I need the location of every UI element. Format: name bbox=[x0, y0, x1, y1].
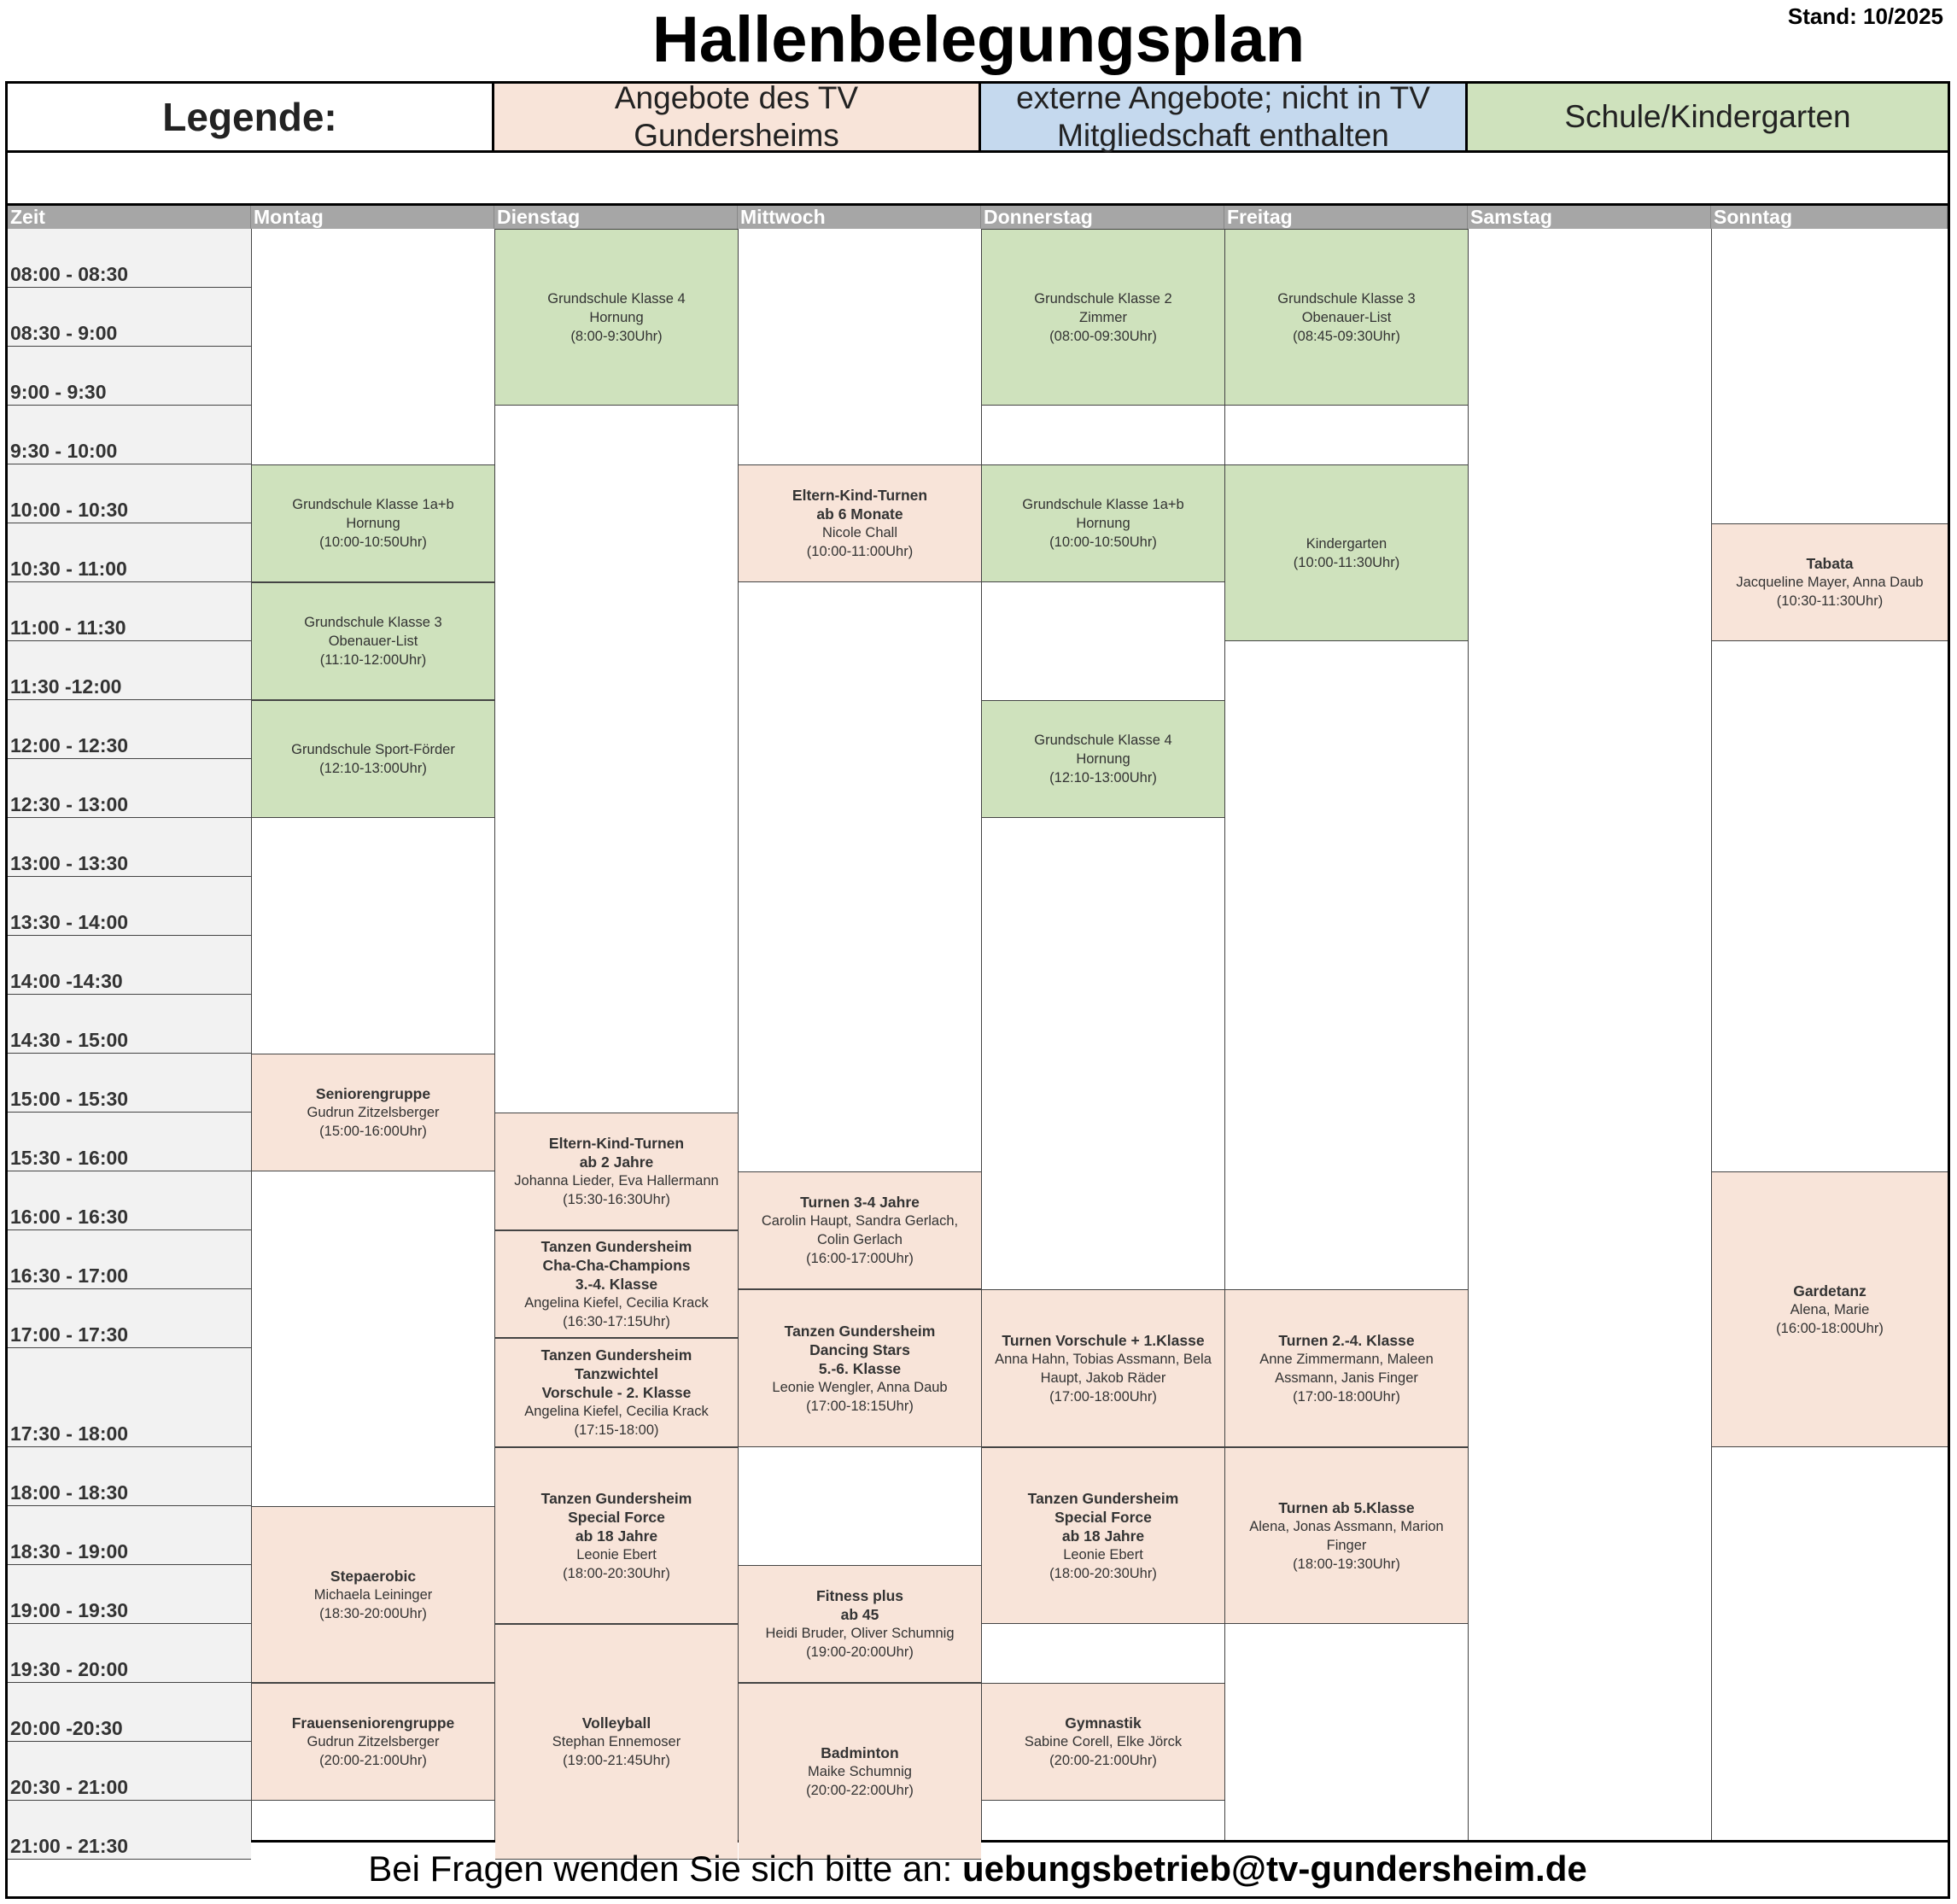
day-column-sonntag bbox=[1711, 229, 1948, 1840]
schedule-entry[interactable] bbox=[252, 1683, 494, 1801]
footer-text: Bei Fragen wenden Sie sich bitte an: bbox=[368, 1849, 963, 1889]
time-slot-label: 13:00 - 13:30 bbox=[8, 818, 251, 877]
schedule-entry[interactable] bbox=[252, 464, 494, 582]
entry-title: Gymnastik bbox=[1065, 1714, 1142, 1732]
schedule-entry[interactable] bbox=[739, 1171, 981, 1289]
entry-detail: (20:00-22:00Uhr) bbox=[806, 1782, 914, 1798]
contact-email[interactable]: uebungsbetrieb@tv-gundersheim.de bbox=[962, 1849, 1587, 1889]
entry-title: Gardetanz bbox=[1793, 1282, 1866, 1300]
entry-detail: Gudrun Zitzelsberger bbox=[307, 1105, 440, 1120]
entry-detail: Finger bbox=[1326, 1537, 1367, 1553]
entry-detail: Tanzwichtel bbox=[575, 1365, 658, 1383]
entry-detail: Anne Zimmermann, Maleen bbox=[1259, 1351, 1434, 1367]
schedule-entry[interactable] bbox=[1712, 1171, 1948, 1447]
column-header-mittwoch: Mittwoch bbox=[738, 206, 981, 229]
column-header-freitag: Freitag bbox=[1224, 206, 1468, 229]
entry-title: Grundschule Klasse 4 bbox=[1034, 733, 1172, 748]
day-column-samstag bbox=[1468, 229, 1711, 1840]
time-slot-label: 14:30 - 15:00 bbox=[8, 995, 251, 1054]
legend-item-school-line-1: Schule/Kindergarten bbox=[1564, 99, 1851, 134]
entry-title: Grundschule Klasse 2 bbox=[1034, 290, 1172, 307]
entry-title: Grundschule Klasse 4 bbox=[547, 290, 686, 307]
time-slot-label: 10:00 - 10:30 bbox=[8, 464, 251, 523]
entry-detail: (15:30-16:30Uhr) bbox=[563, 1192, 670, 1207]
entry-title: Grundschule Klasse 1a+b bbox=[292, 497, 454, 512]
entry-detail: Gudrun Zitzelsberger bbox=[307, 1734, 440, 1749]
entry-detail: (16:00-17:00Uhr) bbox=[806, 1251, 914, 1266]
time-slot-label: 18:00 - 18:30 bbox=[8, 1447, 251, 1506]
schedule-entry[interactable] bbox=[252, 582, 494, 700]
legend-item-tv bbox=[494, 80, 981, 153]
column-header-montag: Montag bbox=[251, 206, 494, 229]
entry-detail: Hornung bbox=[589, 309, 644, 325]
schedule-entry[interactable] bbox=[1225, 229, 1468, 406]
entry-detail: Obenauer-List bbox=[328, 634, 418, 649]
entry-detail: ab 18 Jahre bbox=[575, 1527, 658, 1545]
entry-detail: Sabine Corell, Elke Jörck bbox=[1024, 1734, 1183, 1749]
entry-title: Turnen 3-4 Jahre bbox=[800, 1194, 920, 1211]
entry-detail: Dancing Stars bbox=[809, 1340, 910, 1358]
time-slot-label: 19:30 - 20:00 bbox=[8, 1624, 251, 1683]
entry-title: Grundschule Klasse 1a+b bbox=[1022, 497, 1184, 512]
entry-detail: ab 45 bbox=[840, 1606, 879, 1623]
entry-title: Badminton bbox=[821, 1743, 899, 1761]
entry-detail: Special Force bbox=[568, 1508, 665, 1526]
entry-title: Tanzen Gundersheim bbox=[540, 1238, 692, 1256]
entry-detail: (08:00-09:30Uhr) bbox=[1049, 328, 1157, 344]
entry-detail: (18:00-19:30Uhr) bbox=[1293, 1556, 1400, 1572]
time-slot-label: 9:00 - 9:30 bbox=[8, 347, 251, 406]
entry-title: Grundschule Sport-Förder bbox=[291, 742, 455, 757]
schedule-entry[interactable] bbox=[495, 1624, 738, 1860]
entry-detail: Nicole Chall bbox=[821, 525, 898, 540]
entry-title: Turnen Vorschule + 1.Klasse bbox=[1002, 1331, 1205, 1349]
entry-title: Stepaerobic bbox=[330, 1567, 417, 1585]
entry-detail: (18:30-20:00Uhr) bbox=[319, 1605, 427, 1621]
entry-detail: (18:00-20:30Uhr) bbox=[1049, 1565, 1157, 1581]
schedule-entry[interactable] bbox=[495, 1113, 738, 1230]
spacer-row bbox=[5, 153, 1950, 204]
time-slot-label: 10:30 - 11:00 bbox=[8, 523, 251, 582]
entry-title: Eltern-Kind-Turnen bbox=[792, 487, 928, 504]
entry-title: Fitness plus bbox=[815, 1587, 904, 1604]
time-slot-label: 16:30 - 17:00 bbox=[8, 1230, 251, 1289]
entry-detail: Maike Schumnig bbox=[808, 1763, 912, 1779]
schedule-entry[interactable] bbox=[252, 700, 494, 818]
schedule-entry[interactable] bbox=[252, 1054, 494, 1171]
entry-detail: Angelina Kiefel, Cecilia Krack bbox=[524, 1295, 709, 1311]
time-slot-label: 9:30 - 10:00 bbox=[8, 406, 251, 464]
schedule-entry[interactable] bbox=[739, 464, 981, 582]
entry-detail: (18:00-20:30Uhr) bbox=[563, 1565, 670, 1581]
column-header-zeit: Zeit bbox=[8, 206, 251, 229]
legend-item-external-line-1: externe Angebote; nicht in TV bbox=[1016, 80, 1430, 115]
entry-detail: (10:00-11:30Uhr) bbox=[1293, 554, 1400, 570]
schedule-entry[interactable] bbox=[982, 700, 1224, 818]
entry-detail: Haupt, Jakob Räder bbox=[1040, 1370, 1166, 1386]
time-slot-label: 19:00 - 19:30 bbox=[8, 1565, 251, 1624]
schedule-entry[interactable] bbox=[1225, 1447, 1468, 1624]
entry-detail: Jacqueline Mayer, Anna Daub bbox=[1736, 575, 1924, 590]
schedule-entry[interactable] bbox=[1712, 523, 1948, 641]
entry-title: Frauenseniorengruppe bbox=[291, 1714, 455, 1732]
entry-detail: Vorschule - 2. Klasse bbox=[541, 1384, 692, 1402]
entry-title: Kindergarten bbox=[1306, 535, 1387, 552]
time-slot-label: 15:00 - 15:30 bbox=[8, 1054, 251, 1113]
column-header-sonntag: Sonntag bbox=[1711, 206, 1948, 229]
entry-detail: Zimmer bbox=[1079, 309, 1127, 325]
entry-title: Tanzen Gundersheim bbox=[1027, 1489, 1179, 1507]
entry-title: Seniorengruppe bbox=[315, 1085, 431, 1102]
entry-title: Tanzen Gundersheim bbox=[540, 1489, 692, 1507]
entry-detail: Special Force bbox=[1054, 1508, 1152, 1526]
entry-detail: Stephan Ennemoser bbox=[552, 1734, 681, 1749]
entry-detail: (16:30-17:15Uhr) bbox=[563, 1314, 670, 1330]
time-slot-label: 11:00 - 11:30 bbox=[8, 582, 251, 641]
schedule-entry[interactable] bbox=[982, 1683, 1224, 1801]
entry-title: Grundschule Klasse 3 bbox=[304, 615, 442, 630]
entry-detail: (17:00-18:00Uhr) bbox=[1293, 1388, 1400, 1405]
time-slot-label: 15:30 - 16:00 bbox=[8, 1113, 251, 1171]
schedule-entry[interactable] bbox=[739, 1289, 981, 1447]
entry-title: Tabata bbox=[1806, 555, 1854, 572]
entry-detail: ab 18 Jahre bbox=[1061, 1527, 1145, 1545]
footer bbox=[5, 1843, 1950, 1899]
entry-detail: (12:10-13:00Uhr) bbox=[1049, 770, 1157, 786]
time-slot-label: 13:30 - 14:00 bbox=[8, 877, 251, 936]
entry-detail: (10:30-11:30Uhr) bbox=[1776, 593, 1884, 609]
entry-detail: Leonie Ebert bbox=[1063, 1546, 1143, 1562]
entry-detail: (16:00-18:00Uhr) bbox=[1776, 1320, 1884, 1336]
schedule-grid bbox=[5, 203, 1950, 1857]
schedule-entry[interactable] bbox=[982, 1447, 1224, 1624]
time-slot-label: 17:30 - 18:00 bbox=[8, 1348, 251, 1447]
entry-detail: ab 2 Jahre bbox=[579, 1153, 654, 1171]
schedule-entry[interactable] bbox=[739, 1565, 981, 1683]
entry-detail: ab 6 Monate bbox=[816, 505, 903, 523]
entry-detail: (10:00-10:50Uhr) bbox=[1049, 534, 1157, 550]
entry-title: Tanzen Gundersheim bbox=[540, 1346, 692, 1364]
entry-detail: 5.-6. Klasse bbox=[818, 1359, 902, 1377]
time-slot-label: 20:30 - 21:00 bbox=[8, 1742, 251, 1801]
entry-detail: Alena, Jonas Assmann, Marion bbox=[1249, 1518, 1444, 1534]
time-slot-label: 18:30 - 19:00 bbox=[8, 1506, 251, 1565]
schedule-entry[interactable] bbox=[1225, 464, 1468, 641]
entry-detail: Hornung bbox=[1076, 751, 1130, 767]
entry-title: Tanzen Gundersheim bbox=[784, 1322, 936, 1340]
entry-detail: (17:15-18:00) bbox=[574, 1422, 659, 1439]
entry-detail: (17:00-18:15Uhr) bbox=[806, 1398, 914, 1414]
time-slot-label: 20:00 -20:30 bbox=[8, 1683, 251, 1742]
legend bbox=[5, 81, 1950, 153]
time-slot-label: 16:00 - 16:30 bbox=[8, 1171, 251, 1230]
entry-title: Eltern-Kind-Turnen bbox=[548, 1135, 685, 1152]
time-slot-label: 14:00 -14:30 bbox=[8, 936, 251, 995]
entry-detail: (19:00-20:00Uhr) bbox=[806, 1644, 914, 1660]
legend-item-external bbox=[981, 80, 1468, 153]
time-slot-label: 21:00 - 21:30 bbox=[8, 1801, 251, 1860]
entry-detail: Heidi Bruder, Oliver Schumnig bbox=[765, 1626, 955, 1641]
schedule-entry[interactable] bbox=[739, 1683, 981, 1860]
page-title: Hallenbelegungsplan bbox=[651, 3, 1306, 76]
entry-detail: Colin Gerlach bbox=[817, 1232, 903, 1247]
entry-detail: (8:00-9:30Uhr) bbox=[570, 328, 663, 344]
schedule-entry[interactable] bbox=[982, 464, 1224, 582]
entry-detail: Obenauer-List bbox=[1301, 309, 1392, 325]
legend-item-tv-line-2: Gundersheims bbox=[634, 118, 839, 153]
entry-detail: (10:00-11:00Uhr) bbox=[806, 544, 914, 559]
column-header-dienstag: Dienstag bbox=[494, 206, 738, 229]
entry-detail: (08:45-09:30Uhr) bbox=[1293, 328, 1400, 344]
entry-detail: Carolin Haupt, Sandra Gerlach, bbox=[761, 1213, 959, 1229]
legend-title: Legende: bbox=[8, 84, 494, 150]
entry-detail: Assmann, Janis Finger bbox=[1275, 1370, 1418, 1386]
entry-detail: Hornung bbox=[346, 516, 400, 531]
time-slot-label: 11:30 -12:00 bbox=[8, 641, 251, 700]
entry-detail: (20:00-21:00Uhr) bbox=[1049, 1753, 1157, 1768]
schedule-entry[interactable] bbox=[982, 229, 1224, 406]
entry-detail: (10:00-10:50Uhr) bbox=[319, 534, 427, 550]
entry-detail: (15:00-16:00Uhr) bbox=[319, 1124, 427, 1139]
entry-detail: Hornung bbox=[1076, 516, 1130, 531]
entry-detail: Alena, Marie bbox=[1790, 1301, 1870, 1317]
time-slot-label: 08:00 - 08:30 bbox=[8, 229, 251, 288]
entry-detail: Anna Hahn, Tobias Assmann, Bela bbox=[995, 1351, 1212, 1367]
entry-detail: Cha-Cha-Champions bbox=[542, 1257, 691, 1275]
column-header-donnerstag: Donnerstag bbox=[981, 206, 1224, 229]
entry-detail: 3.-4. Klasse bbox=[575, 1276, 658, 1294]
entry-title: Turnen 2.-4. Klasse bbox=[1278, 1331, 1415, 1349]
legend-item-school bbox=[1468, 84, 1948, 150]
schedule-entry[interactable] bbox=[495, 229, 738, 406]
schedule-entry[interactable] bbox=[1225, 1289, 1468, 1447]
entry-detail: (19:00-21:45Uhr) bbox=[563, 1753, 670, 1768]
entry-detail: (12:10-13:00Uhr) bbox=[319, 761, 427, 776]
legend-item-external-line-2: Mitgliedschaft enthalten bbox=[1057, 118, 1389, 153]
stand-date: Stand: 10/2025 bbox=[1787, 3, 1943, 29]
entry-title: Turnen ab 5.Klasse bbox=[1278, 1498, 1415, 1516]
entry-title: Volleyball bbox=[581, 1714, 651, 1732]
time-slot-label: 12:00 - 12:30 bbox=[8, 700, 251, 759]
column-header-samstag: Samstag bbox=[1468, 206, 1711, 229]
entry-detail: (17:00-18:00Uhr) bbox=[1049, 1388, 1157, 1405]
entry-detail: Johanna Lieder, Eva Hallermann bbox=[514, 1173, 719, 1189]
entry-detail: Angelina Kiefel, Cecilia Krack bbox=[524, 1404, 709, 1420]
entry-detail: Michaela Leininger bbox=[313, 1586, 433, 1603]
time-slot-label: 17:00 - 17:30 bbox=[8, 1289, 251, 1348]
schedule-entry[interactable] bbox=[495, 1230, 738, 1338]
entry-detail: Leonie Ebert bbox=[576, 1546, 657, 1562]
schedule-entry[interactable] bbox=[252, 1506, 494, 1683]
schedule-entry[interactable] bbox=[495, 1338, 738, 1447]
entry-detail: (20:00-21:00Uhr) bbox=[319, 1753, 427, 1768]
entry-detail: (11:10-12:00Uhr) bbox=[319, 652, 427, 668]
time-slot-label: 12:30 - 13:00 bbox=[8, 759, 251, 818]
schedule-entry[interactable] bbox=[982, 1289, 1224, 1447]
time-slot-label: 08:30 - 9:00 bbox=[8, 288, 251, 347]
schedule-entry[interactable] bbox=[495, 1447, 738, 1624]
entry-detail: Leonie Wengler, Anna Daub bbox=[772, 1379, 948, 1395]
entry-title: Grundschule Klasse 3 bbox=[1277, 290, 1416, 307]
legend-item-tv-line-1: Angebote des TV bbox=[614, 80, 859, 115]
